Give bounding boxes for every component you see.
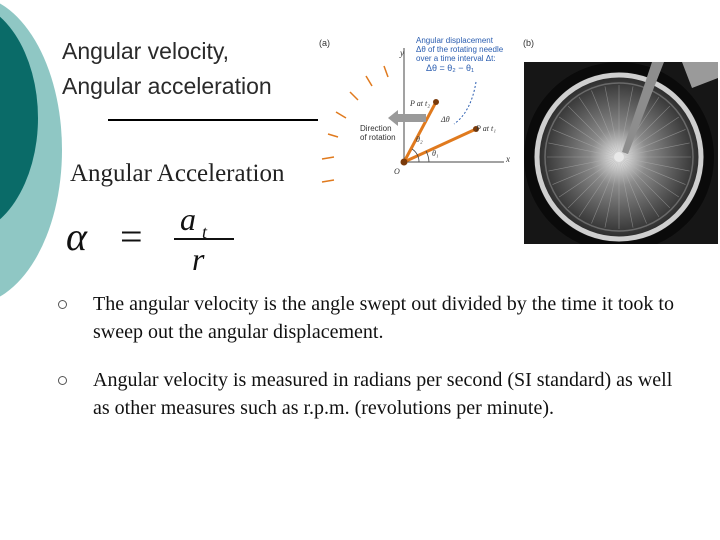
- rotation-label-1: Direction: [360, 124, 392, 133]
- bullet-text: Angular velocity is measured in radians per second (SI standard) as well as other measures such as r.p.m. (revolutions per minute).: [93, 369, 673, 419]
- x-axis-label: x: [506, 154, 510, 164]
- y-axis-label: y: [400, 48, 404, 58]
- bicycle-wheel-photo: [524, 62, 718, 244]
- caption-line-2: Δθ of the rotating needle: [416, 45, 504, 54]
- needle-pivot: [401, 159, 408, 166]
- displacement-arc: [454, 82, 476, 124]
- rotation-arrow: [388, 110, 426, 126]
- bullet-item: [58, 290, 678, 346]
- needle-t1: [404, 129, 476, 162]
- bullet-list: [58, 290, 678, 442]
- angular-acceleration-formula: [62, 200, 242, 280]
- hollow-circle-bullet-icon: [58, 300, 67, 309]
- rotation-label-2: of rotation: [360, 133, 396, 142]
- title-line-1: Angular velocity,: [62, 38, 230, 64]
- formula-numerator: a: [180, 201, 196, 237]
- theta1-label: θ₁: [432, 149, 439, 158]
- title-underline: [108, 119, 318, 121]
- wheel-hub: [614, 152, 624, 162]
- caption-line-1: Angular displacement: [416, 36, 493, 45]
- origin-label: O: [394, 167, 400, 176]
- slide-title: [62, 34, 272, 104]
- formula-alpha: α: [66, 214, 87, 259]
- theta2-label: θ₂: [416, 135, 423, 144]
- formula-equals: =: [120, 214, 143, 259]
- panel-label-a: (a): [319, 38, 330, 48]
- formula-denominator: r: [192, 241, 205, 277]
- hollow-circle-bullet-icon: [58, 376, 67, 385]
- panel-label-b: (b): [523, 38, 534, 48]
- p-t2-label: P at t₂: [410, 99, 430, 108]
- bullet-text: The angular velocity is the angle swept out divided by the time it took to sweep out the angular displacement.: [93, 293, 674, 343]
- section-heading: Angular Acceleration: [70, 160, 285, 187]
- needle-tip-t2: [433, 99, 439, 105]
- delta-theta-label: Δθ: [441, 115, 450, 124]
- formula-numerator-subscript: t: [202, 222, 208, 242]
- caption-line-3: over a time interval Δt:: [416, 54, 496, 63]
- bullet-item: [58, 366, 678, 422]
- angular-displacement-diagram: [316, 34, 516, 214]
- title-line-2: Angular acceleration: [62, 73, 272, 99]
- caption-line-4: Δθ = θ₂ − θ₁: [426, 63, 475, 73]
- p-t1-label: P at t₁: [476, 124, 496, 133]
